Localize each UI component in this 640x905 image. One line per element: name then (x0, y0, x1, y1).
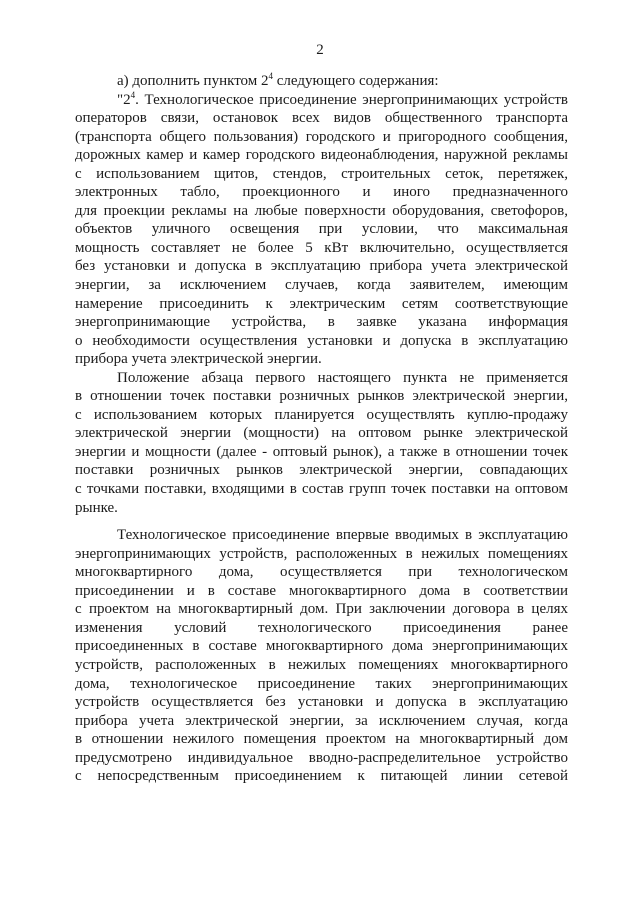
paragraph-line: с использованием щитов, стендов, строительных сеток, перетяжек, (75, 165, 568, 182)
paragraph-line: энергии, за исключением случаев, когда заявителем, имеющим (75, 277, 568, 294)
paragraph-line: энергопринимающих устройств, расположенных в нежилых помещениях (75, 545, 568, 562)
paragraph-line: для проекции рекламы на любые поверхности оборудования, светофоров, (75, 202, 568, 219)
paragraph-line: дорожных камер и камер городского видеонаблюдения, наружной рекламы (75, 147, 568, 164)
paragraph-line: в отношении нежилого помещения проектом на многоквартирный дом (75, 731, 568, 748)
lead-superscript: 4 (130, 89, 136, 100)
paragraph-line: Технологическое присоединение впервые вводимых в эксплуатацию (117, 527, 568, 544)
paragraph-line: энергии и мощности (далее - оптовый рынок), а также в отношении точек (75, 443, 568, 460)
intro-superscript: 4 (268, 71, 274, 81)
paragraph-2-4 (75, 91, 568, 369)
paragraph-line: с использованием которых планируется осуществлять куплю-продажу (75, 406, 568, 423)
intro-paragraph (75, 72, 568, 91)
paragraph-line: дома, технологическое присоединение таких энергопринимающих (75, 675, 568, 692)
paragraph-line: в отношении точек поставки розничных рынков электрической энергии, (75, 388, 568, 405)
paragraph-line: энергопринимающие устройства, в заявке указана информация (75, 314, 568, 331)
paragraph-line: электронных табло, проекционного и иного предназначенного (75, 184, 568, 201)
paragraph-line: операторов связи, остановок всех видов общественного транспорта (75, 110, 568, 127)
paragraph-line: мощность составляет не более 5 кВт включительно, осуществляется (75, 239, 568, 256)
paragraph-line: многоквартирного дома, осуществляется при технологическом (75, 564, 568, 581)
paragraph-line (75, 91, 568, 110)
paragraph-line: электрической энергии (мощности) на оптовом рынке электрической (75, 425, 568, 442)
paragraph-non-residential (75, 526, 568, 786)
paragraph-line: намерение присоединить к электрическим сетям соответствующие (75, 295, 568, 312)
paragraph-line: присоединенных в составе многоквартирного дома энергопринимающих (75, 638, 568, 655)
paragraph-line: Положение абзаца первого настоящего пункта не применяется (117, 369, 568, 386)
quote-lead: "2 (117, 91, 131, 108)
paragraph-line: поставки розничных рынков электрической энергии, совпадающих (75, 462, 568, 479)
paragraph-line: с непосредственным присоединением к питающей линии сетевой (75, 768, 568, 785)
intro-text-after: следующего содержания: (273, 73, 439, 89)
intro-line (75, 72, 568, 91)
paragraph-line: о необходимости осуществления установки и допуска в эксплуатацию (75, 332, 568, 349)
paragraph-line: устройств осуществляется без установки и допуска в эксплуатацию (75, 694, 568, 711)
paragraph-line: изменения условий технологического присоединения ранее (75, 619, 568, 636)
paragraph-line: рынке. (75, 499, 118, 516)
paragraph-line: прибора учета электрической энергии, за исключением случая, когда (75, 712, 568, 729)
paragraph-line: (транспорта общего пользования) городского и пригородного сообщения, (75, 128, 568, 145)
paragraph-line: с точками поставки, входящими в состав групп точек поставки на оптовом (75, 481, 568, 498)
paragraph-line: присоединении и в составе многоквартирного дома в соответствии (75, 582, 568, 599)
paragraph-line: предусмотрено индивидуальное вводно-распределительное устройство (75, 749, 568, 766)
page-number: 2 (316, 42, 324, 58)
paragraph-exception (75, 369, 568, 517)
paragraph-line: объектов уличного освещения при условии, что максимальная (75, 221, 568, 238)
document-body (75, 72, 568, 786)
paragraph-gap (75, 517, 568, 526)
paragraph-line: прибора учета электрической энергии. (75, 351, 322, 368)
paragraph-line: устройств, расположенных в нежилых помещениях многоквартирного (75, 656, 568, 673)
paragraph-line: без установки и допуска в эксплуатацию прибора учета электрической (75, 258, 568, 275)
paragraph-line: с проектом на многоквартирный дом. При заключении договора в целях (75, 601, 568, 618)
intro-text-before: а) дополнить пунктом 2 (117, 73, 269, 89)
paragraph-line-text: . Технологическое присоединение энергопринимающих устройств (135, 91, 568, 108)
